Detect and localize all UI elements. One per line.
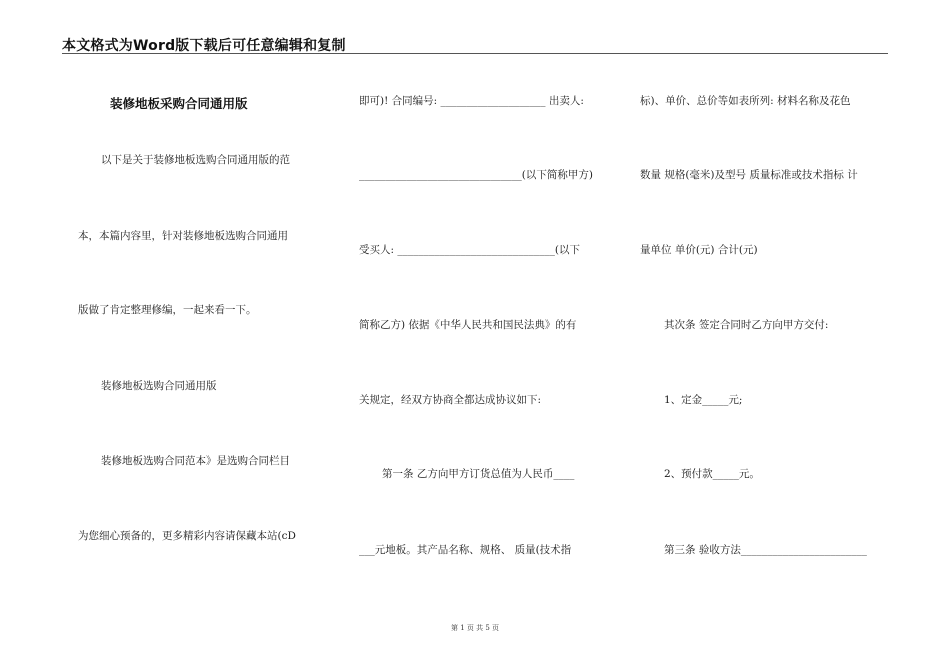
body-text-line: 其次条 签定合同时乙方向甲方交付: (664, 319, 829, 331)
body-text-line: 本，本篇内容里，针对装修地板选购合同通用 (78, 230, 288, 242)
page-number-footer: 第 1 页 共 5 页 (450, 624, 500, 632)
body-text-line: 第三条 验收方法________________________ (664, 544, 867, 556)
body-text-line: 为您细心预备的，更多精彩内容请保藏本站(cD (78, 530, 296, 542)
body-text-line: 标)、单价、总价等如表所列: 材料名称及花色 (640, 95, 851, 107)
body-text-line: 即可)! 合同编号: ____________________ 出卖人: (359, 95, 584, 107)
body-text-line: 受买人: ______________________________(以下 (359, 244, 580, 256)
body-text-line: 以下是关于装修地板选购合同通用版的范 (101, 154, 290, 166)
body-text-line: 关规定，经双方协商全都达成协议如下: (359, 394, 542, 406)
body-text-line: 装修地板选购合同通用版 (101, 380, 217, 392)
body-text-line: 1、定金_____元; (664, 394, 743, 406)
header-divider (62, 53, 888, 54)
body-text-line: 第一条 乙方向甲方订货总值为人民币____ (382, 468, 575, 480)
body-text-line: _______________________________(以下简称甲方) (359, 169, 593, 181)
body-text-line: 版做了肯定整理修编，一起来看一下。 (78, 304, 257, 316)
body-text-line: 装修地板选购合同范本》是选购合同栏目 (101, 455, 290, 467)
body-text-line: 2、预付款_____元。 (664, 468, 760, 480)
document-title: 装修地板采购合同通用版 (110, 96, 248, 111)
body-text-line: ___元地板。其产品名称、规格、 质量(技术指 (359, 544, 572, 556)
body-text-line: 简称乙方) 依据《中华人民共和国民法典》的有 (359, 319, 577, 331)
body-text-line: 量单位 单价(元) 合计(元) (640, 244, 758, 256)
body-text-line: 数量 规格(毫米)及型号 质量标准或技术指标 计 (640, 169, 858, 181)
document-header-banner: 本文格式为Word版下载后可任意编辑和复制 (62, 38, 346, 54)
